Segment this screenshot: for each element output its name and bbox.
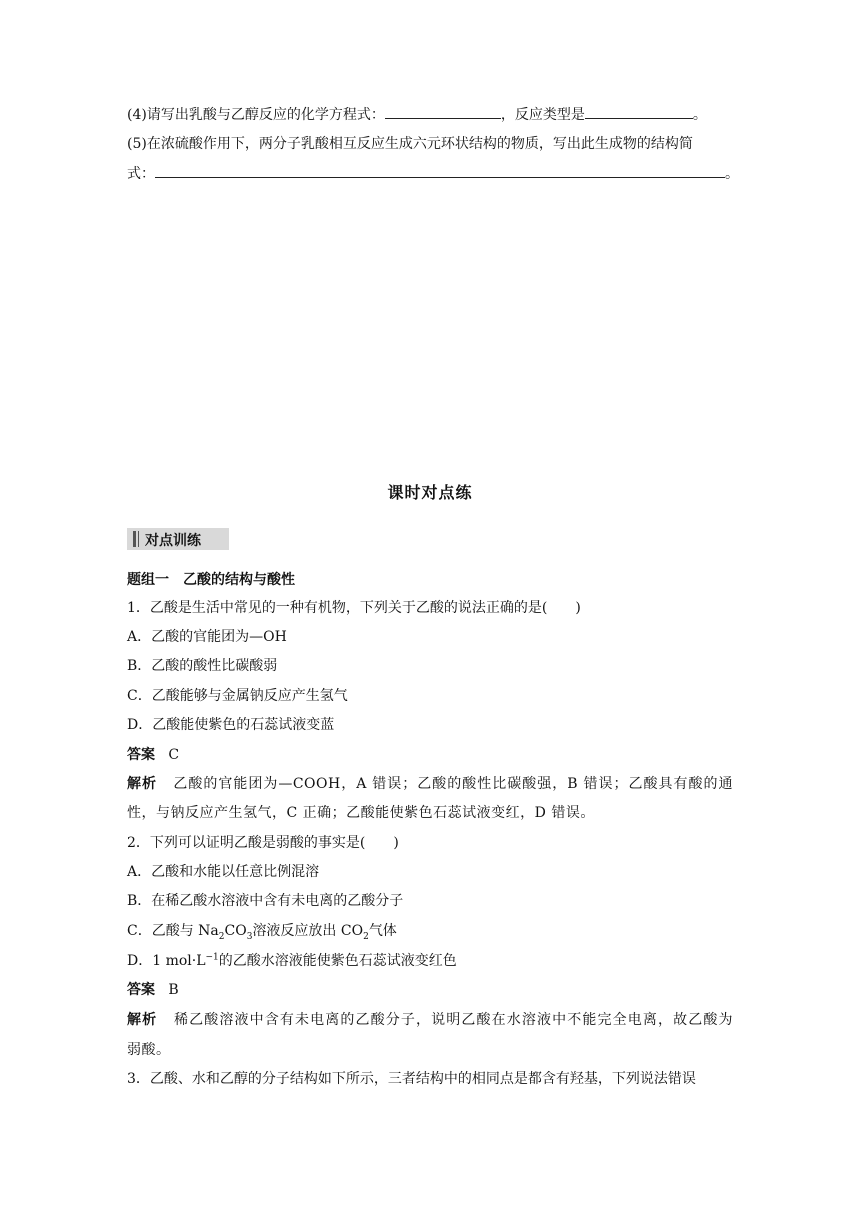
question-2-option-d: D．1 $mol\cdot L^{-1}$的乙酸水溶液能使紫色石蕊试液变红色 — [127, 952, 457, 969]
banner-label: 对点训练 — [145, 533, 201, 549]
answer-blank[interactable] — [155, 163, 725, 178]
question-2-option-b: B．在稀乙酸水溶液中含有未电离的乙酸分子 — [127, 893, 404, 909]
question-1-analysis-line2: 性，与钠反应产生氢气，C 正确；乙酸能使紫色石蕊试液变红，D 错误。 — [127, 805, 595, 821]
question-5-line2: 式： 。 — [127, 163, 739, 184]
group-title: 题组一 乙酸的结构与酸性 — [127, 572, 295, 588]
answer-label: 答案 — [127, 982, 155, 998]
question-1-option-a: A．乙酸的官能团为—OH — [127, 629, 287, 645]
question-2-analysis-line1: 解析 稀乙酸溶液中含有未电离的乙酸分子，说明乙酸在水溶液中不能完全电离，故乙酸为 — [127, 1012, 734, 1028]
answer-value: C — [168, 747, 180, 763]
question-2-answer — [127, 980, 179, 1000]
analysis-label: 解析 — [127, 776, 157, 792]
answer-label: 答案 — [127, 747, 155, 763]
question-1-answer — [127, 745, 179, 765]
question-1-analysis-line1: 解析 乙酸的官能团为—COOH，A 错误；乙酸的酸性比碳酸强，B 错误；乙酸具有酸的通 — [127, 776, 733, 792]
question-1-option-b: B．乙酸的酸性比碳酸弱 — [127, 658, 278, 674]
question-1-option-d: D．乙酸能使紫色的石蕊试液变蓝 — [127, 717, 335, 733]
question-5-line1: (5)在浓硫酸作用下，两分子乳酸相互反应生成六元环状结构的物质，写出此生成物的结构简 — [127, 136, 693, 152]
question-1-option-c: C．乙酸能够与金属钠反应产生氢气 — [127, 688, 348, 704]
question-2-option-a: A．乙酸和水能以任意比例混溶 — [127, 864, 320, 880]
banner-bar-decoration — [133, 531, 136, 547]
question-4: (4)请写出乳酸与乙醇反应的化学方程式： ，反应类型是 。 — [127, 104, 707, 125]
answer-value: B — [168, 982, 179, 998]
question-2-stem: 2．下列可以证明乙酸是弱酸的事实是( ) — [127, 835, 399, 851]
question-1-stem: 1．乙酸是生活中常见的一种有机物，下列关于乙酸的说法正确的是( ) — [127, 600, 581, 616]
banner-bar-decoration — [138, 531, 139, 547]
question-3-stem: 3．乙酸、水和乙醇的分子结构如下所示，三者结构中的相同点是都含有羟基，下列说法错误 — [127, 1071, 696, 1087]
question-2-option-c: C．乙酸与 $Na_2CO_3$溶液反应放出 $CO_2$气体 — [127, 923, 397, 942]
section-title: 课时对点练 — [387, 483, 473, 502]
section-banner — [127, 528, 229, 550]
analysis-label: 解析 — [127, 1012, 158, 1028]
answer-blank[interactable] — [385, 104, 501, 119]
answer-blank[interactable] — [585, 104, 693, 119]
question-2-analysis-line2: 弱酸。 — [127, 1042, 171, 1058]
